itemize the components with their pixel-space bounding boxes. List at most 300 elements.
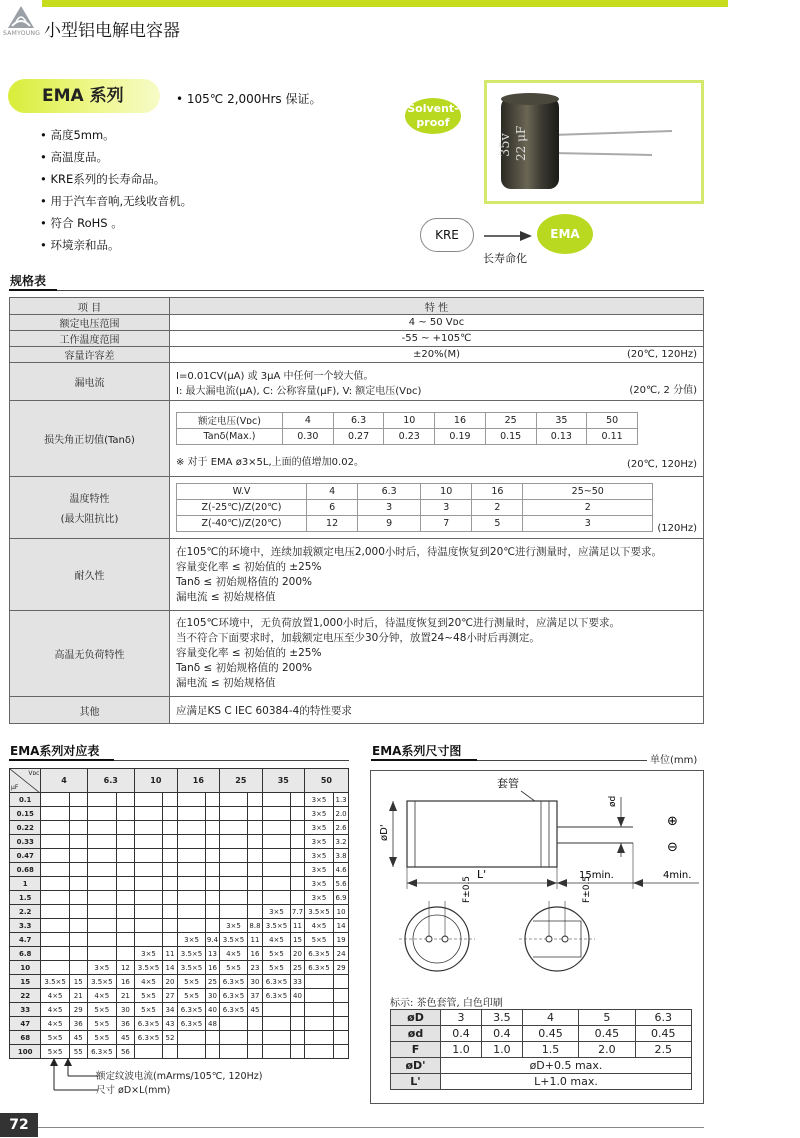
corr-row xyxy=(10,961,349,975)
other-label: 其他 xyxy=(10,697,170,724)
temp-value: 2 xyxy=(523,500,653,516)
corr-title-underline xyxy=(9,759,114,761)
corr-size-cell xyxy=(304,1045,333,1059)
corr-ripple-cell xyxy=(206,793,220,807)
corr-ripple-cell xyxy=(163,793,178,807)
corr-size-cell: 3×5 xyxy=(304,835,333,849)
corr-ripple-cell: 11 xyxy=(248,933,263,947)
corr-size-cell xyxy=(262,1017,290,1031)
corr-ripple-cell: 30 xyxy=(248,975,263,989)
corr-ripple-cell xyxy=(248,807,263,821)
temp-value: 12 xyxy=(307,516,358,532)
corr-size-cell xyxy=(262,863,290,877)
cap-tol-value: ±20%(M) xyxy=(412,349,461,360)
lead-min-label: 15min. xyxy=(579,870,614,881)
feature-item: • 高温度品。 xyxy=(40,146,192,168)
leakage-note: (20℃, 2 分值) xyxy=(629,385,697,396)
corr-capacitance: 68 xyxy=(10,1031,41,1045)
corr-ripple-cell xyxy=(291,877,305,891)
corr-ripple-cell: 34 xyxy=(163,1003,178,1017)
corr-size-cell: 4×5 xyxy=(134,975,162,989)
corr-size-cell xyxy=(262,821,290,835)
corr-ripple-cell xyxy=(206,863,220,877)
corr-ripple-cell xyxy=(163,835,178,849)
corr-ripple-cell: 40 xyxy=(291,989,305,1003)
dim-value: øD+0.5 max. xyxy=(441,1058,692,1074)
temp-row1-label: Z(-25℃)/Z(20℃) xyxy=(177,500,307,516)
legend-arrows-icon xyxy=(40,1056,100,1096)
corr-capacitance: 1.5 xyxy=(10,891,41,905)
corr-ripple-cell xyxy=(117,933,135,947)
corr-ripple-cell xyxy=(69,877,87,891)
corr-capacitance: 2.2 xyxy=(10,905,41,919)
dim-row-label: øD xyxy=(391,1010,441,1026)
dims-title-rule xyxy=(477,760,647,761)
corr-ripple-cell xyxy=(291,1031,305,1045)
corr-ripple-cell: 23 xyxy=(248,961,263,975)
corr-ripple-cell: 19 xyxy=(334,933,349,947)
brand-logo-icon xyxy=(6,2,36,32)
corr-ripple-cell xyxy=(334,1017,349,1031)
corr-ripple-cell xyxy=(69,821,87,835)
corr-row xyxy=(10,905,349,919)
temp-value: 9 xyxy=(358,516,421,532)
minus-icon: ⊖ xyxy=(667,840,678,855)
corr-ripple-cell xyxy=(248,849,263,863)
corr-ripple-cell xyxy=(163,807,178,821)
corr-ripple-cell xyxy=(206,891,220,905)
corr-row xyxy=(10,933,349,947)
top-accent-bar xyxy=(42,0,728,7)
corr-size-cell: 6.3×5 xyxy=(177,1017,205,1031)
corr-capacitance: 15 xyxy=(10,975,41,989)
corr-size-cell: 3.5×5 xyxy=(41,975,69,989)
corr-size-cell: 3.5×5 xyxy=(177,947,205,961)
corr-capacitance: 0.68 xyxy=(10,863,41,877)
corr-size-cell xyxy=(219,821,247,835)
tan-value: 0.19 xyxy=(435,428,486,444)
corr-capacitance: 0.1 xyxy=(10,793,41,807)
corr-row xyxy=(10,975,349,989)
corr-ripple-cell: 16 xyxy=(206,961,220,975)
corr-ripple-cell xyxy=(69,905,87,919)
dim-row-label: øD' xyxy=(391,1058,441,1074)
badge-line-1: Solvent- xyxy=(407,102,459,115)
corr-row xyxy=(10,947,349,961)
corr-ripple-cell: 20 xyxy=(163,975,178,989)
dim-value: 0.45 xyxy=(579,1026,635,1042)
corr-ripple-cell xyxy=(248,835,263,849)
corr-ripple-cell: 21 xyxy=(117,989,135,1003)
corr-row xyxy=(10,863,349,877)
corr-size-cell xyxy=(219,877,247,891)
tan-cell xyxy=(170,401,704,477)
corr-size-cell xyxy=(219,1045,247,1059)
corr-size-cell: 4×5 xyxy=(304,919,333,933)
corr-row xyxy=(10,891,349,905)
corr-size-cell xyxy=(41,793,69,807)
endurance-cell xyxy=(170,539,704,611)
corr-ripple-cell xyxy=(117,891,135,905)
corr-ripple-cell: 30 xyxy=(117,1003,135,1017)
corr-size-cell xyxy=(262,849,290,863)
corr-size-cell xyxy=(262,1003,290,1017)
feature-item: • 用于汽车音响,无线收音机。 xyxy=(40,190,192,212)
spec-title-rule xyxy=(57,290,704,291)
corr-row xyxy=(10,1003,349,1017)
cap-tol-note: (20℃, 120Hz) xyxy=(627,349,697,360)
d-dim-label: ød xyxy=(608,795,618,807)
corr-ripple-cell xyxy=(117,947,135,961)
feature-item: • 环境亲和品。 xyxy=(40,234,192,256)
corr-size-cell xyxy=(219,905,247,919)
corr-capacitance: 4.7 xyxy=(10,933,41,947)
tan-footnote: ※ 对于 EMA ø3×5L,上面的值增加0.02。 xyxy=(176,456,364,468)
temp-range-label: 工作温度范围 xyxy=(10,331,170,347)
corr-ripple-cell xyxy=(248,1031,263,1045)
corr-ripple-cell: 13 xyxy=(206,947,220,961)
corr-ripple-cell xyxy=(291,793,305,807)
corr-size-cell xyxy=(177,1031,205,1045)
corr-size-cell: 6.3×5 xyxy=(134,1017,162,1031)
corr-ripple-cell: 15 xyxy=(69,975,87,989)
corr-voltage-header: 50 xyxy=(304,769,348,793)
corr-ripple-cell xyxy=(291,891,305,905)
corr-size-cell xyxy=(41,877,69,891)
corr-size-cell: 5×5 xyxy=(87,1003,116,1017)
dim-value: 1.0 xyxy=(481,1042,522,1058)
temp-value: 3 xyxy=(358,500,421,516)
feature-item: • 高度5mm。 xyxy=(40,124,192,146)
dim-value: 3.5 xyxy=(481,1010,522,1026)
corr-size-cell xyxy=(41,807,69,821)
corr-size-cell xyxy=(219,891,247,905)
temp-head-v: 10 xyxy=(421,484,472,500)
corr-size-cell xyxy=(87,821,116,835)
corr-size-cell xyxy=(87,877,116,891)
corr-size-cell: 3×5 xyxy=(304,863,333,877)
corr-size-cell xyxy=(262,1031,290,1045)
corr-size-cell xyxy=(262,793,290,807)
corr-size-cell: 5×5 xyxy=(177,975,205,989)
corr-size-cell: 6.3×5 xyxy=(177,1003,205,1017)
temp-value: 5 xyxy=(472,516,523,532)
corr-size-cell xyxy=(304,1017,333,1031)
tan-value: 0.15 xyxy=(485,428,536,444)
corr-ripple-cell xyxy=(163,933,178,947)
leakage-line-1: I=0.01CV(μA) 或 3μA 中任何一个较大值。 xyxy=(176,370,374,382)
corr-size-cell: 3.5×5 xyxy=(87,975,116,989)
dim-value: 0.45 xyxy=(522,1026,578,1042)
corr-size-cell: 5×5 xyxy=(262,961,290,975)
corr-capacitance: 22 xyxy=(10,989,41,1003)
corr-size-cell xyxy=(41,891,69,905)
corr-ripple-cell: 5.6 xyxy=(334,877,349,891)
corr-ripple-cell: 14 xyxy=(163,961,178,975)
corr-ripple-cell xyxy=(206,821,220,835)
corr-voltage-header: 10 xyxy=(134,769,177,793)
corr-size-cell xyxy=(87,835,116,849)
corr-size-cell: 4×5 xyxy=(41,989,69,1003)
correspondence-table xyxy=(9,768,349,1059)
corr-size-cell xyxy=(134,793,162,807)
dim-value: L+1.0 max. xyxy=(441,1074,692,1090)
cap-voltage-print: 35v xyxy=(498,133,513,157)
corr-ripple-cell: 45 xyxy=(117,1031,135,1045)
feature-item: • 符合 RoHS 。 xyxy=(40,212,192,234)
corr-size-cell xyxy=(134,1045,162,1059)
corr-size-cell: 6.3×5 xyxy=(304,947,333,961)
corr-ripple-cell: 36 xyxy=(69,1017,87,1031)
corr-capacitance: 0.22 xyxy=(10,821,41,835)
corr-ripple-cell xyxy=(163,919,178,933)
corr-ripple-cell xyxy=(163,905,178,919)
corr-size-cell: 3×5 xyxy=(304,877,333,891)
leakage-cell xyxy=(170,363,704,401)
corr-ripple-cell xyxy=(163,821,178,835)
corr-size-cell xyxy=(177,877,205,891)
page-number: 72 xyxy=(0,1113,38,1137)
corr-size-cell: 5×5 xyxy=(134,989,162,1003)
corr-ripple-cell: 30 xyxy=(206,989,220,1003)
corr-size-cell: 4×5 xyxy=(219,947,247,961)
corr-ripple-cell xyxy=(291,1045,305,1059)
corr-ripple-cell xyxy=(334,1045,349,1059)
temp-char-cell xyxy=(170,477,704,539)
rated-voltage-label: 额定电压范围 xyxy=(10,315,170,331)
corr-ripple-cell: 36 xyxy=(117,1017,135,1031)
dim-value: 6.3 xyxy=(635,1010,691,1026)
corr-size-cell xyxy=(219,807,247,821)
temp-char-label xyxy=(10,477,170,539)
corr-ripple-cell xyxy=(69,933,87,947)
spec-table xyxy=(9,297,704,724)
corr-size-cell: 6.3×5 xyxy=(219,989,247,1003)
corr-size-cell xyxy=(41,905,69,919)
corr-capacitance: 47 xyxy=(10,1017,41,1031)
corr-ripple-cell: 11 xyxy=(163,947,178,961)
corr-size-cell: 3×5 xyxy=(177,933,205,947)
corr-ripple-cell: 3.8 xyxy=(334,849,349,863)
corr-voltage-header: 16 xyxy=(177,769,219,793)
corr-ripple-cell xyxy=(163,877,178,891)
corr-size-cell: 3×5 xyxy=(304,821,333,835)
corr-size-cell xyxy=(177,821,205,835)
tan-value: 0.23 xyxy=(384,428,435,444)
corr-capacitance: 0.15 xyxy=(10,807,41,821)
corr-voltage-header: 4 xyxy=(41,769,87,793)
corr-capacitance: 1 xyxy=(10,877,41,891)
corr-size-cell: 3×5 xyxy=(304,849,333,863)
dim-value: 0.4 xyxy=(441,1026,482,1042)
corr-ripple-cell: 20 xyxy=(291,947,305,961)
dim-value: 1.0 xyxy=(441,1042,482,1058)
corr-size-cell xyxy=(304,989,333,1003)
corr-ripple-cell xyxy=(117,793,135,807)
corr-ripple-cell: 48 xyxy=(206,1017,220,1031)
corr-capacitance: 0.47 xyxy=(10,849,41,863)
corr-ripple-cell: 16 xyxy=(248,947,263,961)
corr-size-cell xyxy=(134,919,162,933)
corr-row xyxy=(10,919,349,933)
D-dim-label: øD' xyxy=(379,824,390,841)
corr-ripple-cell: 56 xyxy=(117,1045,135,1059)
corr-capacitance: 10 xyxy=(10,961,41,975)
corr-size-cell xyxy=(87,933,116,947)
corr-size-cell xyxy=(134,863,162,877)
capacitor-image-icon xyxy=(487,83,701,201)
shelf-line: 容量变化率 ≤ 初始值的 ±25% xyxy=(176,647,322,659)
ema-series-bubble: EMA xyxy=(537,214,593,254)
corr-size-cell xyxy=(87,905,116,919)
corr-row xyxy=(10,821,349,835)
corr-ripple-cell: 6.9 xyxy=(334,891,349,905)
corr-capacitance: 3.3 xyxy=(10,919,41,933)
corr-ripple-cell: 4.6 xyxy=(334,863,349,877)
kre-series-bubble: KRE xyxy=(420,218,474,252)
dim-value: 0.45 xyxy=(635,1026,691,1042)
corr-size-cell xyxy=(177,793,205,807)
endurance-line: Tanδ ≤ 初始规格值的 200% xyxy=(176,575,313,588)
corr-size-cell xyxy=(134,933,162,947)
corr-ripple-cell xyxy=(248,863,263,877)
tan-label: 损失角正切值(Tanδ) xyxy=(10,401,170,477)
corr-ripple-cell xyxy=(163,849,178,863)
corr-ripple-cell xyxy=(69,891,87,905)
temp-value: 3 xyxy=(523,516,653,532)
corr-size-cell xyxy=(134,821,162,835)
dim-value: 2.5 xyxy=(635,1042,691,1058)
tan-head-v: 10 xyxy=(384,412,435,428)
solvent-proof-badge xyxy=(405,98,461,134)
capacitor-photo xyxy=(484,80,704,204)
corr-row xyxy=(10,989,349,1003)
arrow-right-icon xyxy=(476,226,536,246)
corr-ripple-cell: 15 xyxy=(291,933,305,947)
corr-size-cell: 6.3×5 xyxy=(304,961,333,975)
corr-row xyxy=(10,1017,349,1031)
corr-size-cell xyxy=(134,905,162,919)
corr-ripple-cell xyxy=(291,807,305,821)
corr-ripple-cell: 45 xyxy=(69,1031,87,1045)
cap-capacitance-print: 22 μF xyxy=(514,125,528,161)
corr-size-cell xyxy=(87,947,116,961)
corr-ripple-cell xyxy=(206,1031,220,1045)
corr-size-cell xyxy=(41,947,69,961)
corr-ripple-cell: 2.0 xyxy=(334,807,349,821)
L-dim-label: L' xyxy=(477,868,487,881)
tan-head-label: 额定电压(Vᴅᴄ) xyxy=(177,412,283,428)
corr-size-cell xyxy=(87,891,116,905)
corr-size-cell: 5×5 xyxy=(87,1017,116,1031)
footer-rule xyxy=(38,1127,704,1128)
spec-head-char: 特 性 xyxy=(170,298,704,315)
corr-size-cell xyxy=(87,919,116,933)
corr-size-cell: 3.5×5 xyxy=(262,919,290,933)
corr-ripple-cell xyxy=(291,849,305,863)
temp-value: 3 xyxy=(421,500,472,516)
corr-size-cell xyxy=(304,975,333,989)
corr-size-cell xyxy=(177,919,205,933)
corr-size-cell xyxy=(219,1017,247,1031)
corr-size-cell: 4×5 xyxy=(41,1003,69,1017)
corr-size-cell xyxy=(41,933,69,947)
cap-tol-label: 容量许容差 xyxy=(10,347,170,363)
corr-ripple-cell xyxy=(206,919,220,933)
corr-size-cell: 6.3×5 xyxy=(134,1031,162,1045)
corr-ripple-cell: 21 xyxy=(69,989,87,1003)
corr-ripple-cell xyxy=(206,835,220,849)
corr-ripple-cell xyxy=(334,975,349,989)
corr-size-cell xyxy=(134,849,162,863)
corr-ripple-cell: 11 xyxy=(291,919,305,933)
corr-ripple-cell xyxy=(248,877,263,891)
corner-uf: μF xyxy=(11,784,19,791)
tan-value: 0.11 xyxy=(587,428,638,444)
corr-size-cell xyxy=(177,891,205,905)
leakage-label: 漏电流 xyxy=(10,363,170,401)
corr-ripple-cell xyxy=(248,793,263,807)
corr-ripple-cell xyxy=(69,849,87,863)
sleeve-label: 套管 xyxy=(497,777,519,790)
corr-size-cell: 5×5 xyxy=(134,1003,162,1017)
corr-size-cell: 3.5×5 xyxy=(304,905,333,919)
corr-size-cell xyxy=(41,821,69,835)
corr-size-cell: 3.5×5 xyxy=(177,961,205,975)
corr-size-cell xyxy=(219,793,247,807)
corr-ripple-cell xyxy=(206,905,220,919)
corr-ripple-cell xyxy=(69,947,87,961)
corr-ripple-cell xyxy=(334,989,349,1003)
corr-row xyxy=(10,1031,349,1045)
corr-section-title: EMA系列对应表 xyxy=(10,744,100,758)
corr-ripple-cell: 14 xyxy=(334,919,349,933)
dim-row-label: F xyxy=(391,1042,441,1058)
corr-size-cell xyxy=(41,919,69,933)
corr-size-cell: 6.3×5 xyxy=(219,975,247,989)
corr-ripple-cell xyxy=(291,1017,305,1031)
dim-row-label: ød xyxy=(391,1026,441,1042)
temp-head-v: 6.3 xyxy=(358,484,421,500)
corr-ripple-cell: 8.8 xyxy=(248,919,263,933)
corr-ripple-cell: 10 xyxy=(334,905,349,919)
temp-value: 7 xyxy=(421,516,472,532)
spec-section-title: 规格表 xyxy=(10,274,47,288)
dim-value: 5 xyxy=(579,1010,635,1026)
corr-ripple-cell xyxy=(69,793,87,807)
corr-ripple-cell: 24 xyxy=(334,947,349,961)
corr-ripple-cell: 2.6 xyxy=(334,821,349,835)
corr-size-cell: 3×5 xyxy=(304,891,333,905)
corr-size-cell: 6.3×5 xyxy=(219,1003,247,1017)
corr-size-cell xyxy=(177,863,205,877)
corr-size-cell: 5×5 xyxy=(41,1031,69,1045)
corr-ripple-cell xyxy=(117,919,135,933)
corr-capacitance: 33 xyxy=(10,1003,41,1017)
feature-item: • KRE系列的长寿命品。 xyxy=(40,168,192,190)
corr-size-cell xyxy=(219,835,247,849)
corr-size-cell: 4×5 xyxy=(262,933,290,947)
corr-ripple-cell xyxy=(163,891,178,905)
corr-ripple-cell xyxy=(248,1017,263,1031)
corr-ripple-cell xyxy=(206,807,220,821)
tan-value: 0.27 xyxy=(333,428,384,444)
endurance-line: 容量变化率 ≤ 初始值的 ±25% xyxy=(176,560,322,573)
corr-ripple-cell xyxy=(206,877,220,891)
corr-ripple-cell xyxy=(163,863,178,877)
corr-size-cell xyxy=(87,863,116,877)
corr-size-cell xyxy=(87,807,116,821)
